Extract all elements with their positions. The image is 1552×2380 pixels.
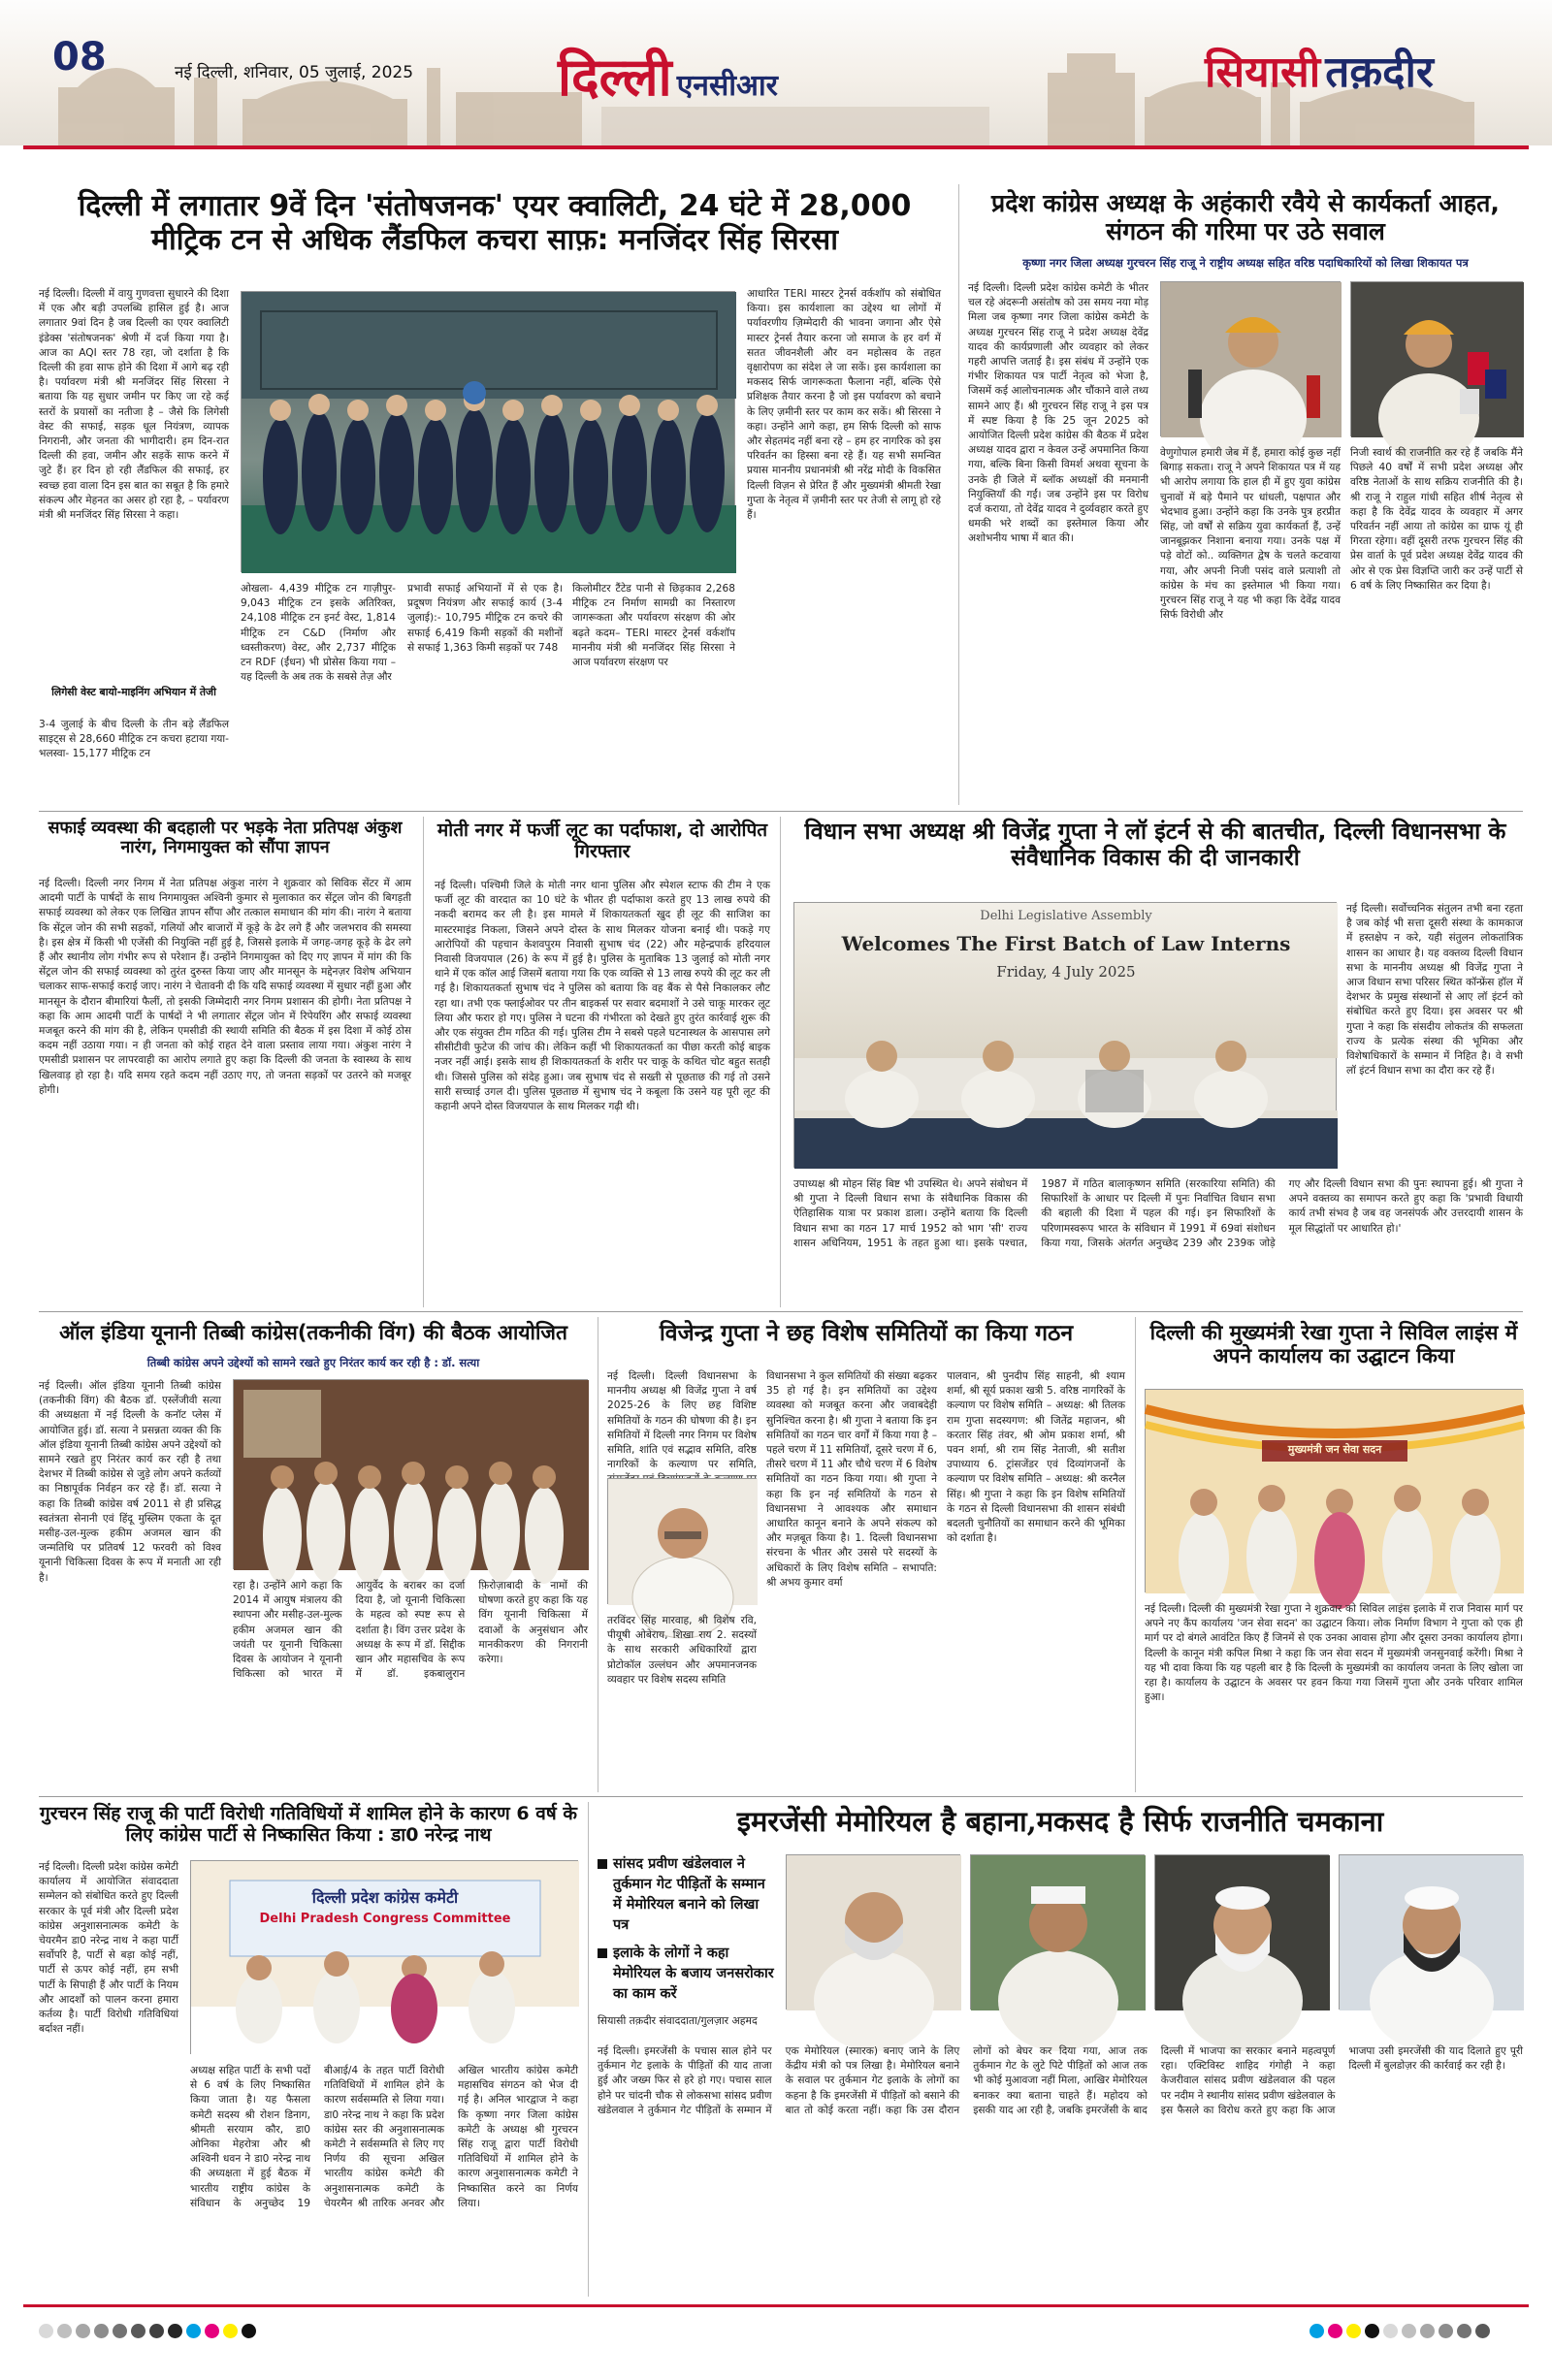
speaker-figure	[1161, 282, 1342, 437]
section-rule	[39, 811, 1523, 812]
story5-body-bottom	[793, 1177, 1523, 1305]
story5-body-right	[1346, 902, 1523, 1168]
story8-body	[1145, 1602, 1523, 1786]
story6-body-left	[39, 1379, 221, 1786]
story1-col4	[572, 582, 735, 795]
story7-col1b-text: तरविंदर सिंह मारवाह, श्री विशेष रवि, पीयूषी ओबेराय, शिखा राय 2. सदस्यों के साथ सरकारी अधिकारियों द्वारा प्रोटोकॉल उल्लंघन और अपमानजनक व्यवहार पर विशेष सदस्य समिति	[607, 1615, 757, 1686]
story7-col1	[607, 1369, 757, 1470]
dais-figures	[794, 1010, 1338, 1169]
portrait-figure	[1340, 1855, 1524, 2010]
registration-dot	[1475, 2324, 1490, 2338]
story1-box-title: लिगेसी वेस्ट बायो-माइनिंग अभियान में तेजी	[51, 686, 216, 698]
story6-subhead: तिब्बी कांग्रेस अपने उद्देश्यों को सामने रखते हुए निरंतर कार्य कर रही है : डॉ. सत्या	[146, 1356, 480, 1369]
story5-photo	[793, 902, 1337, 1168]
story4-body-text: नई दिल्ली। पश्चिमी जिले के मोती नगर थाना पुलिस और स्पेशल स्टाफ की टीम ने एक फर्जी लूट की वारदात का 10 घंटे के भीतर ही पर्दाफाश करते हुए 13 लाख रुपये की नकदी बरामद कर ली है। इस मामले में शिकायतकर्ता खुद ही लूट की साजिश का मास्टरमाइंड निकला, जिसने अपने दोस्त के साथ मिलकर योजना बनाई थी। पकड़े गए आरोपियों की पहचान केशवपुरम निवासी सुभाष चंद (22) और महेन्द्रपार्क हरिदयाल निवासी विजयपाल (26) के रूप में हुई है। पुलिस के मुताबिक 13 जुलाई को मोती नगर थाने में एक कॉल आई जिसमें बताया गया कि एक व्यक्ति से 13 लाख रुपये की लूट कर ली गई है। शिकायतकर्ता सुभाष चंद ने पुलिस को बताया कि वह बैंक से पैसे निकालकर लौट रहा था। तभी एक फ्लाईओवर पर तीन बाइकर्स पर सवार बदमाशों ने उसे चाकू मारकर लूट लिया और फरार हो गए। पुलिस ने घटना की गंभीरता को देखते हुए तुरंत कार्रवाई शुरू की और एक संयुक्त टीम गठित की गई। पुलिस टीम ने सबसे पहले घटनास्थल के आसपास लगे सीसीटीवी फुटेज की जांच की। लेकिन कहीं भी शिकायतकर्ता का पीछा करती कोई बाइक नजर नहीं आई। इसके साथ ही शिकायतकर्ता के शरीर पर चाकू के कथित चोट बहुत सतही थी। जिससे पुलिस को संदेह हुआ। जब सुभाष चंद से सख्ती से पूछताछ की गई तो उसने सारी सच्चाई उगल दी। पुलिस पूछताछ में सुभाष चंद ने कबूला कि उसने यह पूरी लूट की कहानी अपने दोस्त विजयपाल के साथ मिलकर गढ़ी थी।	[435, 880, 771, 1113]
column-rule	[780, 817, 781, 1307]
registration-dot	[1420, 2324, 1435, 2338]
story7-col3	[947, 1369, 1125, 1786]
registration-dot	[186, 2324, 201, 2338]
story7-col2-text: विधानसभा ने कुल समितियों की संख्या बढ़कर 35 हो गई है। इन समितियों का उद्देश्य व्यवस्था को मजबूत करना और जवाबदेही सुनिश्चित करना है। श्री गुप्ता ने बताया कि इन समितियों का गठन चार वर्गों में किया गया है – पहले चरण में 11 समितियाँ, दूसरे चरण में 6, तीसरे चरण में 11 और चौथे चरण में 6 विशेष समितियों का गठन किया गया। श्री गुप्ता ने कहा कि इन नई समितियों के गठन से विधानसभा ने आवश्यक और समाधान आधारित कानून बनाने के अपने संकल्प को और मज़बूत किया है। 1. दिल्ली विधानसभा संरचना के भीतर और उससे परे सदस्यों के अधिकारों के लिए विशेष समिति – सभापति: श्री अभय कुमार वर्मा	[766, 1370, 937, 1589]
registration-dot	[76, 2324, 90, 2338]
story6-body-bottom-text: रहा है। उन्होंने आगे कहा कि 2014 में आयुष मंत्रालय की स्थापना और मसीह-उल-मुल्क हकीम अजमल खान की जयंती पर यूनानी चिकित्सा दिवस के आयोजन ने यूनानी चिकित्सा को भारत में आयुर्वेद के बराबर का दर्जा दिया है, जो यूनानी चिकित्सा के महत्व को स्पष्ट रूप से दर्शाता है। विंग उत्तर प्रदेश के अध्यक्ष के रूप में डॉ. सिद्दीक खान और महासचिव के रूप में डॉ. इकबालुरान फ़िरोज़ाबादी के नामों की घोषणा करते हुए कहा कि यह विंग यूनानी चिकित्सा में दवाओं के अनुसंधान और मानकीकरण की निगरानी करेगा।	[233, 1580, 588, 1681]
story1-col1b	[39, 718, 229, 795]
group-photo-figures	[242, 292, 736, 573]
story10-byline: सियासी तक़दीर संवाददाता/गुलज़ार अहमद	[598, 2014, 758, 2027]
story8-photo	[1145, 1389, 1523, 1592]
registration-dot	[1439, 2324, 1453, 2338]
column-rule	[588, 1802, 589, 2297]
story10-body-text: नई दिल्ली। इमरजेंसी के पचास साल होने पर तुर्कमान गेट इलाके के पीड़ितों की याद ताजा हुई और जख्म फिर से हरे हो गए। पचास साल होने पर चांदनी चौक से लोकसभा सांसद प्रवीण खंडेलवाल ने तुर्कमान गेट पीड़ितों के सम्मान में एक मेमोरियल (स्मारक) बनाए जाने के लिए केंद्रीय मंत्री को पत्र लिखा है। मेमोरियल बनाने के सवाल पर तुर्कमान गेट इलाके के लोगों का कहना है कि इमरजेंसी में पीड़ितों को बसाने की बात तो कोई करता नहीं। कहा कि उस दौरान लोगों को बेघर कर दिया गया, आज तक तुर्कमान गेट के लुटे पिटे पीड़ितों को आज तक भी कोई मुआवजा नहीं मिला, आखिर मेमोरियल बनाकर क्या बताना चाहते हैं। महोदय को इसकी याद आ रही है, जबकि इमरजेंसी के बाद दिल्ली में भाजपा का सरकार बनाने महत्वपूर्ण रहा। एक्टिविस्ट शाहिद गंगोही ने कहा केजरीवाल सांसद प्रवीण खंडेलवाल की पहल पर नदीम ने स्थानीय सांसद प्रवीण खंडेलवाल के इस फैसले का विरोध करते हुए कहा कि आज भाजपा उसी इमरजेंसी की याद दिलाते हुए पूरी दिल्ली में बुलडोज़र की कार्रवाई कर रही है।	[598, 2045, 1523, 2116]
story3-body	[39, 877, 411, 1305]
story1-col1b-text: 3-4 जुलाई के बीच दिल्ली के तीन बड़े लैंडफिल साइट्स से 28,660 मीट्रिक टन कचरा हटाया गया- भलस्वा- 15,177 मीट्रिक टन	[39, 719, 229, 760]
story1-col1	[39, 287, 229, 530]
story1-col3	[407, 582, 563, 795]
story10-bullet-1-text: सांसद प्रवीण खंडेलवाल ने तुर्कमान गेट पीड़ितों के सम्मान में मेमोरियल बनाने को लिखा पत्र	[613, 1856, 765, 1933]
page-number: 08	[52, 35, 107, 80]
registration-dot	[168, 2324, 182, 2338]
story10-portrait-1	[786, 1854, 960, 2010]
registration-dot	[1310, 2324, 1324, 2338]
masthead-sub: एनसीआर	[676, 69, 778, 103]
story1-col3-text: प्रभावी सफाई अभियानों में से एक है। प्रदूषण नियंत्रण और सफाई कार्य (3-4 जुलाई):- 10,795 मीट्रिक टन कचरे की सफाई 6,419 किमी सड़कों की मशीनों से सफाई 1,363 किमी सड़कों पर 748	[407, 583, 563, 654]
congress-banner-hindi: दिल्ली प्रदेश कांग्रेस कमेटी	[311, 1888, 459, 1907]
story5-headline: विधान सभा अध्यक्ष श्री विजेंद्र गुप्ता ने लॉ इंटर्न से की बातचीत, दिल्ली विधानसभा के संवैधानिक विकास की दी जानकारी	[804, 818, 1506, 872]
registration-dot	[1383, 2324, 1398, 2338]
registration-dot	[39, 2324, 53, 2338]
story4-headline: मोती नगर में फर्जी लूट का पर्दाफाश, दो आरोपित गिरफ्तार	[436, 820, 768, 862]
bullet-square-icon	[598, 1859, 607, 1869]
story1-col5	[747, 287, 941, 795]
registration-dot	[1457, 2324, 1471, 2338]
bullet-square-icon	[598, 1948, 607, 1958]
story6-headline: ऑल इंडिया यूनानी तिब्बी कांग्रेस(तकनीकी विंग) की बैठक आयोजित	[59, 1321, 567, 1344]
story10-headline: इमरजेंसी मेमोरियल है बहाना,मकसद है सिर्फ राजनीति चमकाना	[736, 1805, 1384, 1838]
column-rule	[1135, 1317, 1136, 1792]
story2-photo-right	[1350, 281, 1523, 436]
story1-col4-text: किलोमीटर टैंटेड पानी से छिड़काव 2,268 मीट्रिक टन निर्माण सामग्री का निस्तारण जागरूकता और पर्यावरण संरक्षण की ओर बढ़ते कदम– TERI मास्टर ट्रेनर्स वर्कशॉप माननीय मंत्री श्री मनजिंदर सिंह सिरसा ने आज पर्यावरण संरक्षण पर	[572, 583, 735, 669]
registration-dot	[205, 2324, 219, 2338]
dateline: नई दिल्ली, शनिवार, 05 जुलाई, 2025	[175, 63, 414, 82]
story2-col1-text: नई दिल्ली। दिल्ली प्रदेश कांग्रेस कमेटी के भीतर चल रहे अंदरूनी असंतोष को उस समय नया मोड़ मिला जब कृष्णा नगर जिला कांग्रेस कमेटी के अध्यक्ष गुरचरन सिंह राजू ने प्रदेश अध्यक्ष देवेंद्र यादव की कार्यप्रणाली और व्यवहार को लेकर गहरी आपत्ति जताई है। इस संबंध में उन्होंने एक गंभीर शिकायत पत्र पार्टी नेतृत्व को भेजा है, जिसमें कई आलोचनात्मक और चौंकाने वाले तथ्य सामने आए हैं। श्री गुरचरन सिंह राजू ने इस पत्र में स्पष्ट किया है कि 25 जून 2025 को आयोजित दिल्ली प्रदेश कांग्रेस की बैठक में प्रदेश अध्यक्ष यादव द्वारा न केवल उन्हें अपमानित किया गया, बल्कि बिना किसी विमर्श अथवा सूचना के उनके ही जिले में ब्लॉक अध्यक्षों की मनमानी नियुक्तियाँ की गईं। जब उन्होंने इस पर विरोध दर्ज कराया, तो देवेंद्र यादव ने दुर्व्यवहार करते हुए धमकी भरे शब्दों का इस्तेमाल किया और अशोभनीय भाषा में बात की।	[968, 282, 1148, 545]
story2-col3-text: निजी स्वार्थ की राजनीति कर रहे हैं जबकि मैंने पिछले 40 वर्षों में सभी प्रदेश अध्यक्ष और वरिष्ठ नेताओं के साथ सक्रिय राजनीति की है। श्री राजू ने राहुल गांधी सहित शीर्ष नेतृत्व से कहा है कि देवेंद्र यादव के व्यवहार में अगर परिवर्तन नहीं आया तो कांग्रेस का ग्राफ यूं ही गिरता रहेगा। वहीं दूसरी तरफ गुरचरन सिंह की प्रेस वार्ता के पूर्व प्रदेश अध्यक्ष देवेंद्र यादव की ओर से एक प्रेस विज्ञप्ति जारी कर उन्हें पार्टी से 6 वर्ष के लिए निष्कासित कर दिया है।	[1350, 447, 1523, 592]
congress-banner-english: Delhi Pradesh Congress Committee	[259, 1912, 511, 1926]
story10-bullet-1	[598, 1854, 774, 1936]
story3-headline: सफाई व्यवस्था की बदहाली पर भड़के नेता प्रतिपक्ष अंकुश नारंग, निगमायुक्त को सौंपा ज्ञापन	[48, 819, 403, 858]
portrait-figure	[971, 1855, 1146, 2010]
footer-rule	[23, 2304, 1529, 2307]
story7-headline: विजेन्द्र गुप्ता ने छह विशेष समितियों का किया गठन	[659, 1321, 1074, 1346]
story7-col1-text: नई दिल्ली। दिल्ली विधानसभा के माननीय अध्यक्ष श्री विजेंद्र गुप्ता ने वर्ष 2025-26 के लिए छह विशिष्ट समितियों के गठन की घोषणा की है। इन समितियों में दिल्ली नगर निगम पर विशेष समिति, शांति एवं सद्भाव समिति, वरिष्ठ नागरिकों के कल्याण पर समिति,	[607, 1370, 757, 1471]
story7-col1b	[607, 1614, 757, 1786]
story2-col2-text: वेणुगोपाल हमारी जेब में हैं, हमारा कोई कुछ नहीं बिगाड़ सकता। राजू ने अपने शिकायत पत्र में यह भी आरोप लगाया कि हाल ही में हुए युवा कांग्रेस चुनावों में बड़े पैमाने पर धांधली, पक्षपात और भेदभाव हुआ। उन्होंने कहा कि उनके पुत्र हरप्रीत सिंह, जो वर्षों से सक्रिय युवा कार्यकर्ता हैं, उन्हें जानबूझकर निशाना बनाया गया। उनके पक्ष में पड़े वोटों को.. व्यक्तिगत द्वेष के चलते कटवाया गया, और अपनी निजी पसंद वाले प्रत्याशी तो कांग्रेस के मंच का इस्तेमाल भी किया गया। गुरचरन सिंह राजू ने यह भी कहा कि देवेंद्र यादव सिर्फ विरोधी और	[1160, 447, 1341, 622]
story8-headline: दिल्ली की मुख्यमंत्री रेखा गुप्ता ने सिविल लाइंस में अपने कार्यालय का उद्घाटन किया	[1149, 1321, 1518, 1368]
story1-col5-text: आधारित TERI मास्टर ट्रेनर्स वर्कशॉप को संबोधित किया। इस कार्यशाला का उद्देश्य था लोगों में पर्यावरणीय ज़िम्मेदारी की भावना जगाना और ऐसे मास्टर ट्रेनर्स तैयार करना जो समाज के हर वर्ग में सतत जीवनशैली और वन महोत्सव के तहत वृक्षारोपण का संदेश ले जा सकें। इस कार्यशाला का मकसद सिर्फ जागरूकता फैलाना नहीं, बल्कि ऐसे प्रशिक्षक तैयार करना है जो इस पर्यावरण को बचाने के लिए ज़मीनी स्तर पर काम कर सकें। श्री सिरसा ने कहा। उन्होंने आगे कहा, हम सिर्फ दिल्ली को साफ और सेहतमंद नहीं बना रहे – हम हर नागरिक को इस परिवर्तन का हिस्सा बना रहे हैं। यह सभी समन्वित प्रयास माननीय प्रधानमंत्री श्री नरेंद्र मोदी के विकसित दिल्ली विज़न से प्रेरित हैं और मुख्यमंत्री श्रीमती रेखा गुप्ता के नेतृत्व में ज़मीनी स्तर पर तेजी से लागू हो रहे हैं।	[747, 288, 941, 522]
registration-dot	[223, 2324, 238, 2338]
story8-body-text: नई दिल्ली। दिल्ली की मुख्यमंत्री रेखा गुप्ता ने शुक्रवार को सिविल लाइंस इलाके में राज निवास मार्ग पर अपने नए कैंप कार्यालय 'जन सेवा सदन' का उद्घाटन किया। लोक निर्माण विभाग ने गुप्ता को एक ही मार्ग पर दो बंगले आवंटित किए हैं जिनमें से एक उनका आवास होगा और दूसरा उनका कार्यालय होगा। दिल्ली के कानून मंत्री कपिल मिश्रा ने कहा कि जन सेवा सदन में मुख्यमंत्री जनसुनवाई करेंगी। मिश्रा ने यह भी दावा किया कि यह पहली बार है कि दिल्ली के मुख्यमंत्री का कार्यालय जनता के लिए खोला जा रहा है। कार्यालय के उद्घाटन के अवसर पर हवन किया गया जिसमें गुप्ता और उनके परिवार शामिल हुआ।	[1145, 1603, 1523, 1704]
inauguration-figures	[1146, 1390, 1524, 1593]
inauguration-banner-text: मुख्यमंत्री जन सेवा सदन	[1287, 1443, 1382, 1456]
story9-left-col-text: नई दिल्ली। दिल्ली प्रदेश कांग्रेस कमेटी कार्यालय में आयोजित संवाददाता सम्मेलन को संबोधित करते हुए दिल्ली सरकार के पूर्व मंत्री और दिल्ली प्रदेश कांग्रेस अनुशासनात्मक कमेटी के चेयरमैन डा0 नरेन्द्र नाथ ने कहा पार्टी सर्वोपरि है, पार्टी से बड़ा कोई नहीं, पार्टी से ऊपर कोई नहीं, हम सभी पार्टी के सिपाही हैं और पार्टी के नियम और आदर्शों को पालन करना हमारा कर्तव्य है। पार्टी विरोधी गतिविधियां बर्दाश्त नहीं।	[39, 1861, 178, 2036]
registration-dot	[1402, 2324, 1416, 2338]
story10-portrait-3	[1154, 1854, 1329, 2010]
section-rule	[39, 1311, 1523, 1312]
story1-headline: दिल्ली में लगातार 9वें दिन 'संतोषजनक' एयर क्वालिटी, 24 घंटे में 28,000 मीट्रिक टन से अधिक लैंडफिल कचरा साफ़: मनजिंदर सिंह सिरसा	[78, 189, 912, 257]
story10-portrait-4	[1339, 1854, 1523, 2010]
story9-headline: गुरचरन सिंह राजू की पार्टी विरोधी गतिविधियों में शामिल होने के कारण 6 वर्ष के लिए कांग्रेस पार्टी से निष्कासित किया : डा0 नरेन्द्र नाथ	[40, 1803, 577, 1846]
story1-col2	[241, 582, 396, 795]
section-title-1: सियासी	[1205, 48, 1321, 97]
story6-body-left-text: नई दिल्ली। ऑल इंडिया यूनानी तिब्बी कांग्रेस (तकनीकी विंग) की बैठक डॉ. एस्लेंजीवी सत्या की अध्यक्षता में नई दिल्ली के कनॉट प्लेस में आयोजित हुई। डॉ. सत्या ने प्रसन्नता व्यक्त की कि ऑल इंडिया यूनानी तिब्बी कांग्रेस अपने उद्देश्यों को सामने रखते हुए निरंतर कार्य कर रही है तथा देशभर में तिब्बी कांग्रेस से जुड़े लोग अपने कर्तव्यों का निष्ठापूर्वक निर्वहन कर रहे हैं। डॉ. सत्या ने कहा कि तिब्बी कांग्रेस वर्ष 2011 से ही प्रसिद्ध स्वतंत्रता सेनानी एवं हिंदू मुस्लिम एकता के दूत मसीह-उल-मुल्क हकीम अजमल खान की जन्मतिथि पर प्रतिवर्ष 12 फरवरी को विश्व यूनानी चिकित्सा दिवस के रूप में मनाती आ रही है।	[39, 1380, 221, 1584]
story7-col2	[766, 1369, 937, 1786]
story10-portrait-2	[970, 1854, 1145, 2010]
story10-bullet-2-text: इलाके के लोगों ने कहा मेमोरियल के बजाय जनसरोकार का काम करें	[613, 1946, 774, 2002]
story6-photo	[233, 1379, 588, 1569]
section-title-2: तक़दीर	[1325, 48, 1434, 97]
photo-banner-line-1: Delhi Legislative Assembly	[980, 909, 1152, 923]
registration-dot	[242, 2324, 256, 2338]
story5-body-right-text: नई दिल्ली। सर्वोच्चनिक संतुलन तभी बना रहता है जब कोई भी सत्ता दूसरी संस्था के कामकाज में हस्तक्षेप न करे, यही संतुलन लोकतांत्रिक शासन का आधार है। यह वक्तव्य दिल्ली विधान सभा के माननीय अध्यक्ष श्री विजेंद्र गुप्ता ने आज विधान सभा परिसर स्थित कॉन्फ्रेंस हॉल में देशभर के प्रमुख संस्थानों से आए लॉ इंटर्न को संबोधित करते हुए दिया। इस अवसर पर श्री गुप्ता ने कहा कि संसदीय लोकतंत्र की सफलता राज्य के प्रत्येक संस्था की भूमिका और विशेषाधिकारों के सम्मान में निहित है। वे सभी लॉ इंटर्न विधान सभा का दौरा कर रहे हैं।	[1346, 903, 1523, 1077]
story10-bullet-2	[598, 1944, 774, 2005]
story2-col3	[1350, 446, 1523, 805]
portrait-figure	[787, 1855, 961, 2010]
registration-dot	[131, 2324, 146, 2338]
color-registration-dots-icon	[1310, 2324, 1494, 2342]
story7-portrait	[607, 1478, 757, 1604]
portrait-figure	[608, 1479, 758, 1605]
story10-body	[598, 2044, 1523, 2293]
registration-dot	[1346, 2324, 1361, 2338]
photo-banner-line-3: Friday, 4 July 2025	[996, 963, 1136, 981]
story5-body-bottom-text: उपाध्यक्ष श्री मोहन सिंह बिष्ट भी उपस्थित थे। अपने संबोधन में श्री गुप्ता ने दिल्ली विधान सभा के संवैधानिक विकास की ऐतिहासिक यात्रा पर प्रकाश डाला। उन्होंने बताया कि दिल्ली विधान सभा का गठन 17 मार्च 1952 को भाग 'सी' राज्य शासन अधिनियम, 1951 के तहत हुआ था। इसके पश्चात, 1987 में गठित बालाकृष्णन समिति (सरकारिया समिति) की सिफारिशों के आधार पर दिल्ली में पुनः निर्वाचित विधान सभा की बहाली की दिशा में पहल की गई। इन सिफारिशों के परिणामस्वरूप भारत के संविधान में 1991 में 69वां संशोधन किया गया, जिसके अंतर्गत अनुच्छेद 239 और 239क जोड़े गए और दिल्ली विधान सभा की पुनः स्थापना हुई। श्री गुप्ता ने अपने वक्तव्य का समापन करते हुए कहा कि 'प्रभावी विधायी कार्य तभी संभव है जब वह जनसंपर्क और उत्तरदायी शासन के मूल सिद्धांतों पर आधारित हो।'	[793, 1178, 1523, 1249]
story3-body-text: नई दिल्ली। दिल्ली नगर निगम में नेता प्रतिपक्ष अंकुश नारंग ने शुक्रवार को सिविक सेंटर में आम आदमी पार्टी के पार्षदों के साथ निगमायुक्त अश्विनी कुमार से मुलाकात कर सेंट्रल जोन की बिगड़ती सफाई व्यवस्था को लेकर एक लिखित ज्ञापन सौंपा और तत्काल समाधान की मांग की। नारंग ने बताया कि सेंट्रल जोन की सभी सड़कों, गलियों और बाजारों में कूड़े के ढेर लगे हैं और जलभराव की समस्या है। इस क्षेत्र में किसी भी एजेंसी की नियुक्ति नहीं हुई है, जिससे इलाके में जगह-जगह कूड़े के ढेर लगे हैं और स्थानीय लोग गंभीर रूप से परेशान हैं। उन्होंने निगमायुक्त को दिए गए ज्ञापन में मांग की कि सेंट्रल जोन की सफाई व्यवस्था को तुरंत दुरुस्त किया जाए और मानसून के मद्देनज़र विशेष अभियान चलाकर साफ-सफाई कराई जाए। नारंग ने चेतावनी दी कि यदि सफाई व्यवस्था में सुधार नहीं हुआ और मानसून के दौरान बीमारियां फैलीं, तो इसकी जिम्मेदारी नगर निगम प्रशासन की होगी। नेता प्रतिपक्ष ने कहा कि आम आदमी पार्टी के पार्षदों ने भी लगातार सेंट्रल जोन में रिपेयरिंग और सफाई व्यवस्था मजबूत करने की मांग की है, लेकिन एमसीडी की स्थायी समिति की बैठक में इस दिशा में कोई ठोस कदम नहीं उठाया गया। न ही जनता को कोई राहत देने वाला प्रस्ताव लाया गया। अंकुश नारंग ने एमसीडी प्रशासन पर लापरवाही का आरोप लगाते हुए कहा कि दिल्ली की जनता के स्वास्थ्य के साथ खिलवाड़ हो रहा है। यदि समय रहते कदम नहीं उठाए गए, तो जनता सड़कों पर उतरने को मजबूर होगी।	[39, 878, 411, 1096]
photo-banner-line-2: Welcomes The First Batch of Law Interns	[841, 932, 1291, 955]
story6-body-bottom	[233, 1579, 588, 1786]
story2-headline: प्रदेश कांग्रेस अध्यक्ष के अहंकारी रवैये से कार्यकर्ता आहत, संगठन की गरिमा पर उठे सवाल	[991, 189, 1500, 245]
column-rule	[958, 184, 959, 805]
story2-photo-left	[1160, 281, 1341, 436]
registration-dot	[149, 2324, 164, 2338]
masthead-main: दिल्ली	[558, 46, 672, 108]
story2-col1	[968, 281, 1148, 805]
column-rule	[423, 817, 424, 1307]
registration-dot	[1328, 2324, 1342, 2338]
meeting-figures	[234, 1380, 589, 1570]
story1-col1-text: नई दिल्ली। दिल्ली में वायु गुणवत्ता सुधारने की दिशा में एक और बड़ी उपलब्धि हासिल हुई है। आज लगातार 9वां दिन है जब दिल्ली का एयर क्वालिटी इंडेक्स 'संतोषजनक' श्रेणी में दर्ज किया गया है। आज का AQI स्तर 78 रहा, जो दर्शाता है कि दिल्ली की हवा साफ होने की दिशा में आगे बढ़ रही है। पर्यावरण मंत्री श्री मनजिंदर सिंह सिरसा ने बताया कि यह सुधार जमीन पर किए जा रहे कई स्तरों के प्रयासों का नतीजा है – जैसे कि लिगेसी वेस्ट की सफाई, सड़क धूल नियंत्रण, व्यापक निगरानी, और जनता की भागीदारी। हम दिन-रात दिल्ली की हवा, जमीन और सड़कें साफ करने में जुटे हैं। हर दिन हो रही लैंडफिल की सफाई, हर स्वच्छ हवा वाला दिन इस बात का सबूत है कि हमारे संकल्प और मेहनत का असर हो रहा है, – पर्यावरण मंत्री श्री मनजिंदर सिंह सिरसा ने कहा।	[39, 288, 229, 522]
color-registration-dots-icon	[39, 2324, 260, 2342]
masthead-title	[558, 39, 778, 111]
story9-photo	[190, 1860, 578, 2054]
story4-body	[435, 879, 770, 1305]
registration-dot	[1365, 2324, 1379, 2338]
press-mic-figure	[1351, 282, 1524, 437]
story1-col2-text: ओखला- 4,439 मीट्रिक टन गाज़ीपुर- 9,043 मीट्रिक टन इसके अतिरिक्त, 24,108 मीट्रिक टन इनर्ट वेस्ट, 1,814 मीट्रिक टन C&D (निर्माण और ध्वस्तीकरण) वेस्ट, और 2,737 मीट्रिक टन RDF (ईंधन) भी प्रोसेस किया गया – यह दिल्ली के अब तक के सबसे तेज़ और	[241, 583, 396, 684]
section-title	[1205, 41, 1434, 99]
story2-col2	[1160, 446, 1341, 805]
registration-dot	[94, 2324, 109, 2338]
portrait-figure	[1155, 1855, 1330, 2010]
story9-body	[190, 2064, 578, 2293]
masthead	[0, 0, 1552, 155]
story2-subhead: कृष्णा नगर जिला अध्यक्ष गुरचरन सिंह राजू ने राष्ट्रीय अध्यक्ष सहित वरिष्ठ पदाधिकारियों को लिखा शिकायत पत्र	[1022, 256, 1469, 270]
registration-dot	[57, 2324, 72, 2338]
story1-group-photo	[241, 291, 735, 572]
story10-bullets	[598, 1854, 774, 2005]
story9-left-col	[39, 1860, 178, 2293]
header-rule	[23, 145, 1529, 149]
section-rule	[39, 1796, 1523, 1797]
story7-col3-text: पालवान, श्री पुनदीप सिंह साहनी, श्री श्याम शर्मा, श्री सूर्य प्रकाश खत्री 5. वरिष्ठ नागरिकों के कल्याण पर विशेष समिति – अध्यक्ष: श्री तिलक राम गुप्ता सदस्यगण: श्री जितेंद्र महाजन, श्री करतार सिंह तंवर, श्री ओम प्रकाश शर्मा, श्री पवन शर्मा, श्री राम सिंह नेताजी, श्री सतीश उपाध्याय 6. ट्रांसजेंडर एवं दिव्यांगजनों के कल्याण पर विशेष समिति – अध्यक्ष: श्री करनैल सिंह। श्री गुप्ता ने कहा कि इन विशेष समितियों के गठन से दिल्ली विधानसभा की शासन संबंधी बदलती चुनौतियों का समाधान करने की भूमिका को दर्शाता है।	[947, 1370, 1125, 1545]
story9-body-text: अध्यक्ष सहित पार्टी के सभी पदों से 6 वर्ष के लिए निष्कासित किया जाता है। यह फैसला कमेटी सदस्य श्री रोशन डिनाग, श्रीमती सरयाम कौर, डा0 ओनिका मेहरोत्रा और श्री अश्विनी धवन ने डा0 नरेन्द्र नाथ की अध्यक्षता में हुई बैठक में भारतीय राष्ट्रीय कांग्रेस के संविधान के अनुच्छेद 19 बीआई/4 के तहत पार्टी विरोधी गतिविधियों में शामिल होने के कारण सर्वसम्मति से लिया गया। डा0 नरेन्द्र नाथ ने कहा कि प्रदेश कांग्रेस स्तर की अनुशासनात्मक कमेटी ने सर्वसम्मति से लिए गए निर्णय की सूचना अखिल भारतीय कांग्रेस कमेटी की अनुशासनात्मक कमेटी के चेयरमैन श्री तारिक अनवर और अखिल भारतीय कांग्रेस कमेटी महासचिव संगठन को भेज दी गई है। अनिल भारद्वाज ने कहा कि कृष्णा नगर जिला कांग्रेस कमेटी के अध्यक्ष श्री गुरचरन सिंह राजू द्वारा पार्टी विरोधी गतिविधियों में शामिल होने के कारण अनुशासनात्मक कमेटी ने निष्कासित करने का निर्णय लिया।	[190, 2065, 578, 2209]
registration-dot	[113, 2324, 127, 2338]
